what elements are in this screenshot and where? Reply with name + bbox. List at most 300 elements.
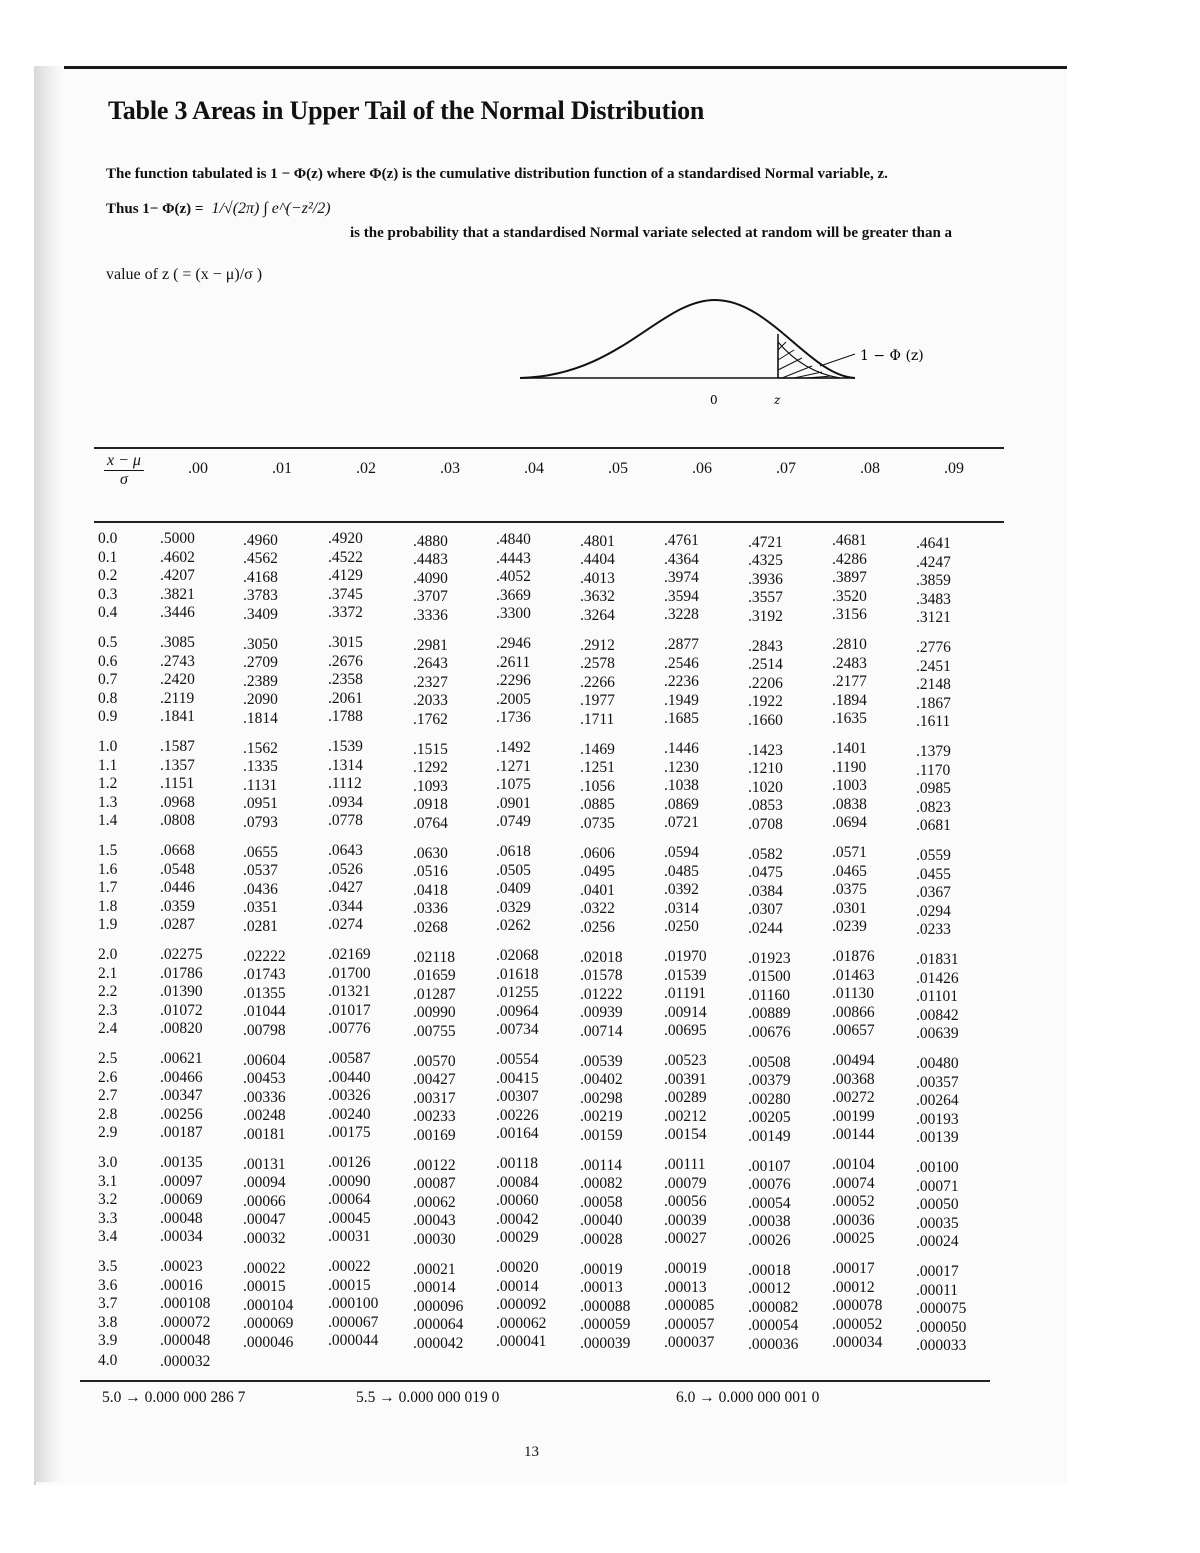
table-cell: .00193 <box>916 1110 959 1128</box>
z-value-group <box>98 738 117 831</box>
table-cell: .01463 <box>832 966 875 984</box>
table-cell: .3783 <box>243 587 278 604</box>
value-column-group <box>160 738 195 831</box>
table-cell: .00023 <box>160 1258 203 1275</box>
value-column-group <box>496 843 531 936</box>
table-cell: .0287 <box>160 916 195 933</box>
table-cell: .00317 <box>413 1089 456 1107</box>
table-cell: .01786 <box>160 964 203 982</box>
table-cell: .1469 <box>580 740 615 758</box>
table-cell: .00508 <box>748 1053 791 1071</box>
table-cell: .2148 <box>916 676 951 694</box>
table-cell: .00100 <box>916 1159 959 1177</box>
value-column-group <box>413 1157 456 1250</box>
table-cell: .4721 <box>748 533 783 551</box>
table-cell: .00043 <box>413 1212 456 1230</box>
table-cell: .00866 <box>832 1003 875 1021</box>
table-cell: .1003 <box>832 777 867 795</box>
table-cell: .00114 <box>580 1156 623 1174</box>
table-cell: .0294 <box>916 902 951 920</box>
table-cell: .4013 <box>580 569 615 587</box>
table-cell: .2776 <box>916 639 951 657</box>
binding-shadow <box>34 66 64 1482</box>
value-column-group <box>916 1159 959 1252</box>
table-cell: .01876 <box>832 948 875 966</box>
table-cell: .00368 <box>832 1070 875 1088</box>
tail-label: 1 − Φ (z) <box>860 348 924 364</box>
table-cell: .00030 <box>413 1230 456 1248</box>
tail-hatching <box>778 342 832 378</box>
table-cell: .2236 <box>664 673 699 691</box>
table-cell: .0918 <box>413 796 448 814</box>
table-cell: .2810 <box>832 636 867 654</box>
table-cell: .1922 <box>748 693 783 711</box>
value-column-group <box>243 1052 286 1145</box>
table-cell: .00523 <box>664 1052 707 1070</box>
table-cell: .00676 <box>748 1023 791 1041</box>
z-value: 2.6 <box>98 1068 118 1086</box>
table-cell: .0455 <box>916 865 951 883</box>
table-cell: .1562 <box>243 739 278 757</box>
table-cell: .3264 <box>580 606 615 624</box>
table-cell: .00212 <box>664 1107 707 1125</box>
value-column-group <box>916 951 959 1044</box>
table-cell: .2578 <box>580 655 615 673</box>
table-cell: .4801 <box>580 532 615 550</box>
z-header-denominator: σ <box>120 471 128 488</box>
table-cell: .01287 <box>413 985 456 1003</box>
value-column-group <box>496 635 531 728</box>
table-cell: .00889 <box>748 1005 791 1023</box>
table-cell: .00015 <box>328 1276 371 1294</box>
value-column-group <box>328 1050 371 1143</box>
table-cell: .00054 <box>748 1194 791 1212</box>
table-cell: .00914 <box>664 1003 707 1021</box>
table-cell: .00798 <box>243 1021 286 1039</box>
table-cell: .2389 <box>243 672 278 690</box>
table-cell: .01101 <box>916 988 959 1006</box>
value-column-group <box>832 1052 875 1145</box>
table-cell: .00034 <box>160 1228 203 1245</box>
table-cell: .4920 <box>328 530 363 547</box>
table-cell: .4880 <box>413 532 448 550</box>
value-column-group <box>413 845 448 938</box>
table-cell: .000108 <box>160 1295 211 1312</box>
value-column-group <box>748 638 783 731</box>
table-cell: .00052 <box>832 1193 875 1211</box>
table-cell: .4247 <box>916 553 951 571</box>
value-column-group <box>243 844 278 937</box>
value-of-z: value of z ( = (x − μ)/σ ) <box>106 266 263 283</box>
footnote-5-0: 5.0 → 0.000 000 286 7 <box>102 1389 246 1406</box>
value-column-group <box>832 1156 875 1249</box>
table-cell: .01222 <box>580 985 623 1003</box>
table-cell: .00587 <box>328 1050 371 1067</box>
table-cell: .00233 <box>413 1108 456 1126</box>
table-cell: .00570 <box>413 1052 456 1070</box>
table-cell: .0409 <box>496 880 531 898</box>
table-cell: .000054 <box>748 1317 799 1335</box>
z-value-group <box>98 1258 117 1351</box>
table-cell: .00272 <box>832 1089 875 1107</box>
formula-integral: 1/√(2π) ∫ e^(−z²/2) <box>211 200 331 217</box>
table-cell: .01426 <box>916 969 959 987</box>
table-cell: .3632 <box>580 588 615 606</box>
table-cell: .3085 <box>160 634 195 651</box>
table-cell: .000034 <box>832 1334 883 1352</box>
table-cell: .0322 <box>580 900 615 918</box>
table-cell: .01618 <box>496 965 539 983</box>
table-cell: .01355 <box>243 984 286 1002</box>
column-header: .07 <box>776 460 796 477</box>
table-cell: .00019 <box>664 1260 707 1278</box>
table-cell: .2005 <box>496 690 531 708</box>
table-cell: .00159 <box>580 1126 623 1144</box>
table-cell: .3156 <box>832 606 867 624</box>
z-value: 1.8 <box>98 897 118 915</box>
table-cell: .01578 <box>580 967 623 985</box>
table-cell: .2676 <box>328 652 363 670</box>
table-cell: .00087 <box>413 1175 456 1193</box>
value-column-group <box>748 742 783 835</box>
value-column-group <box>664 740 699 833</box>
table-cell: .00144 <box>832 1126 875 1144</box>
z-value: 0.0 <box>98 530 118 547</box>
table-cell: .4483 <box>413 551 448 569</box>
table-cell: .00060 <box>496 1192 539 1210</box>
table-cell: .4325 <box>748 552 783 570</box>
table-cell: .00040 <box>580 1212 623 1230</box>
table-cell: .1762 <box>413 710 448 728</box>
value-column-group <box>243 532 278 625</box>
page-number: 13 <box>524 1444 539 1460</box>
table-cell: .0764 <box>413 814 448 832</box>
table-cell: .2451 <box>916 657 951 675</box>
value-column-group <box>160 1050 203 1143</box>
table-cell: .01072 <box>160 1001 203 1019</box>
table-cell: .00084 <box>496 1173 539 1191</box>
table-cell: .02068 <box>496 947 539 965</box>
table-cell: .00964 <box>496 1002 539 1020</box>
table-cell: .0721 <box>664 814 699 832</box>
table-cell: .00035 <box>916 1214 959 1232</box>
table-cell: .00011 <box>916 1281 959 1299</box>
value-column-group <box>160 1258 210 1351</box>
z-value: 3.1 <box>98 1172 118 1190</box>
column-header: .02 <box>356 460 376 477</box>
table-cell: .00326 <box>328 1087 371 1104</box>
table-cell: .01539 <box>664 966 707 984</box>
table-cell: .2946 <box>496 635 531 653</box>
table-cell: .00256 <box>160 1105 203 1123</box>
table-cell: .0571 <box>832 844 867 862</box>
table-cell: .00029 <box>496 1229 539 1247</box>
value-column-group <box>496 531 531 624</box>
value-column-group <box>916 1263 966 1356</box>
column-header: .04 <box>524 460 544 477</box>
value-column-group <box>580 1157 623 1250</box>
table-cell: .02118 <box>413 948 456 966</box>
z-value: 0.5 <box>98 634 118 651</box>
value-column-group <box>328 530 363 623</box>
value-column-group <box>580 637 615 730</box>
table-cell: .0250 <box>664 918 699 936</box>
table-cell: .3228 <box>664 606 699 624</box>
value-column-group <box>243 1156 286 1249</box>
table-cell: .02275 <box>160 946 203 963</box>
table-cell: .01743 <box>243 966 286 983</box>
table-cell: .00022 <box>243 1259 286 1277</box>
table-cell: .000033 <box>916 1337 967 1355</box>
table-cell: .1492 <box>496 739 531 757</box>
z-value: 1.3 <box>98 793 118 811</box>
table-cell: .1335 <box>243 758 278 775</box>
table-cell: .0793 <box>243 813 278 831</box>
table-cell: .00039 <box>664 1211 707 1229</box>
table-cell: .3409 <box>243 605 278 623</box>
value-column-group <box>748 1262 798 1355</box>
table-cell: .00021 <box>413 1260 456 1278</box>
table-cell: .3669 <box>496 586 531 604</box>
table-cell: .0367 <box>916 884 951 902</box>
table-cell: .00111 <box>664 1156 706 1174</box>
z-value: 1.6 <box>98 860 118 878</box>
table-cell: .00066 <box>243 1192 286 1210</box>
table-cell: .00820 <box>160 1020 203 1037</box>
table-cell: .000046 <box>243 1333 294 1351</box>
table-cell: .01500 <box>748 968 791 986</box>
value-column-group <box>580 1053 623 1146</box>
table-cell: .00379 <box>748 1072 791 1090</box>
table-cell: .00139 <box>916 1129 959 1147</box>
table-cell: .1841 <box>160 708 195 725</box>
table-cell: .4960 <box>243 531 278 549</box>
z-value-group <box>98 1050 117 1143</box>
value-column-group <box>664 532 699 625</box>
table-cell: .00205 <box>748 1109 791 1127</box>
table-cell: .00226 <box>496 1106 539 1124</box>
table-cell: .4641 <box>916 535 951 553</box>
table-cell: .00175 <box>328 1124 371 1141</box>
value-column-group <box>664 1260 714 1353</box>
table-cell: .4052 <box>496 568 531 586</box>
table-cell: .0985 <box>916 780 951 798</box>
table-cell: .0314 <box>664 899 699 917</box>
table-cell: .00017 <box>832 1260 875 1278</box>
value-column-group <box>413 741 448 834</box>
table-cell: .000100 <box>328 1295 379 1312</box>
value-column-group <box>496 1259 546 1352</box>
table-cell: .1056 <box>580 777 615 795</box>
table-cell: .4562 <box>243 550 278 567</box>
table-cell: .00453 <box>243 1070 286 1087</box>
value-column-group <box>832 948 875 1041</box>
table-cell: .00149 <box>748 1127 791 1145</box>
value-column-group <box>328 738 363 831</box>
table-cell: .4129 <box>328 567 363 584</box>
table-cell: .00017 <box>916 1263 959 1281</box>
table-cell: .000037 <box>664 1334 715 1352</box>
value-column-group <box>832 636 867 729</box>
value-column-group <box>580 741 615 834</box>
table-cell: .1190 <box>832 758 867 776</box>
value-column-group <box>160 634 195 727</box>
value-column-group <box>832 1260 882 1353</box>
table-cell: .2981 <box>413 636 448 654</box>
table-cell: .01831 <box>916 951 959 969</box>
footnote-5-5: 5.5 → 0.000 000 019 0 <box>356 1389 500 1406</box>
table-cell: .00494 <box>832 1052 875 1070</box>
table-cell: .01044 <box>243 1003 286 1020</box>
value-column-group <box>243 740 278 833</box>
table-cell: .2912 <box>580 636 615 654</box>
table-cell: .00022 <box>328 1258 371 1275</box>
table-cell: .00391 <box>664 1070 707 1088</box>
table-cell: .00019 <box>580 1260 623 1278</box>
table-cell: .0582 <box>748 845 783 863</box>
table-cell: .00357 <box>916 1073 959 1091</box>
table-cell: .00776 <box>328 1020 371 1037</box>
table-cell: .00047 <box>243 1211 286 1228</box>
z-header-numerator: x − μ <box>104 452 144 471</box>
table-cell: .3050 <box>243 635 278 653</box>
table-cell: .0630 <box>413 844 448 862</box>
table-cell: .00154 <box>664 1126 707 1144</box>
value-column-group <box>580 1261 630 1354</box>
table-cell: .0274 <box>328 916 363 933</box>
table-cell: .00074 <box>832 1174 875 1192</box>
normal-curve-figure <box>510 290 950 415</box>
table-cell: .0526 <box>328 860 363 878</box>
table-cell: .00427 <box>413 1071 456 1089</box>
table-cell: .00013 <box>664 1278 707 1296</box>
table-cell: .00415 <box>496 1069 539 1087</box>
table-cell: .00307 <box>496 1088 539 1106</box>
table-cell: .00621 <box>160 1050 203 1067</box>
table-cell: .000041 <box>496 1333 547 1351</box>
table-cell: .00016 <box>160 1276 203 1294</box>
z-value: 2.4 <box>98 1020 118 1037</box>
value-column-group <box>328 946 371 1039</box>
table-cell: .0359 <box>160 897 195 915</box>
value-column-group <box>496 739 531 832</box>
table-cell: .00554 <box>496 1051 539 1069</box>
table-cell: .000052 <box>832 1315 883 1333</box>
table-cell: .00169 <box>413 1126 456 1144</box>
table-cell: .3015 <box>328 634 363 651</box>
z-value: 3.5 <box>98 1258 118 1275</box>
table-cell: .4090 <box>413 569 448 587</box>
table-cell: .0307 <box>748 901 783 919</box>
table-cell: .00695 <box>664 1022 707 1040</box>
z-value: 0.3 <box>98 585 118 603</box>
table-cell: .02169 <box>328 946 371 963</box>
table-cell: .4602 <box>160 548 195 566</box>
table-cell: .00014 <box>496 1277 539 1295</box>
table-cell: .1314 <box>328 756 363 774</box>
table-cell: .00020 <box>496 1259 539 1277</box>
table-cell: .1867 <box>916 694 951 712</box>
table-cell: .3859 <box>916 572 951 590</box>
z-value: 3.0 <box>98 1154 118 1171</box>
table-cell: .1075 <box>496 776 531 794</box>
intro-text: The function tabulated is 1 − Φ(z) where Φ(z) is the cumulative distribution function of a standardised Normal variable, z. <box>106 166 888 182</box>
table-cell: .3745 <box>328 585 363 603</box>
table-cell: .1379 <box>916 743 951 761</box>
value-column-group <box>664 636 699 729</box>
value-column-group <box>748 1054 791 1147</box>
z-value: 3.7 <box>98 1295 118 1312</box>
table-cell: .3974 <box>664 569 699 587</box>
table-cell: .00939 <box>580 1004 623 1022</box>
table-cell: .00015 <box>243 1278 286 1295</box>
value-column-group <box>832 532 867 625</box>
z-value: 1.2 <box>98 775 118 792</box>
table-cell: .0239 <box>832 918 867 936</box>
table-cell: .00018 <box>748 1261 791 1279</box>
table-cell: .0336 <box>413 900 448 918</box>
table-cell: .01659 <box>413 967 456 985</box>
table-cell: .1660 <box>748 711 783 729</box>
table-cell: .00466 <box>160 1068 203 1086</box>
table-cell: .1894 <box>832 691 867 709</box>
table-cell: .00031 <box>328 1228 371 1245</box>
table-cell: .1020 <box>748 778 783 796</box>
table-cell: .0436 <box>243 880 278 898</box>
value-column-group <box>243 636 278 729</box>
table-cell: .00028 <box>580 1230 623 1248</box>
table-cell: .0281 <box>243 917 278 935</box>
table-cell: .2327 <box>413 673 448 691</box>
column-header: .05 <box>608 460 628 477</box>
table-cell: .0618 <box>496 843 531 861</box>
table-cell: .00069 <box>160 1191 203 1208</box>
table-cell: .4364 <box>664 550 699 568</box>
table-cell: .0256 <box>580 918 615 936</box>
table-cell: .01970 <box>664 948 707 966</box>
zero-label: 0 <box>710 393 718 407</box>
table-cell: .000088 <box>580 1297 631 1315</box>
table-cell: .0853 <box>748 797 783 815</box>
table-bottom-rule <box>80 1380 990 1382</box>
table-cell: .0446 <box>160 879 195 896</box>
value-column-group <box>496 1155 539 1248</box>
table-cell: .0375 <box>832 881 867 899</box>
table-cell: .00240 <box>328 1105 371 1123</box>
z-value: 0.4 <box>98 604 118 621</box>
z-value: 2.1 <box>98 964 118 982</box>
table-cell: .00639 <box>916 1025 959 1043</box>
table-cell: .1401 <box>832 740 867 758</box>
table-cell: .00036 <box>832 1211 875 1229</box>
page-title: Table 3 Areas in Upper Tail of the Normal Distribution <box>108 96 705 125</box>
value-column-group <box>916 535 951 628</box>
table-cell: .00042 <box>496 1210 539 1228</box>
table-cell: .1539 <box>328 738 363 755</box>
column-header: .00 <box>188 460 208 477</box>
table-cell: .3897 <box>832 569 867 587</box>
z-value: 0.7 <box>98 671 118 688</box>
table-cell: .1736 <box>496 709 531 727</box>
z-value: 0.6 <box>98 652 118 670</box>
value-column-group <box>580 845 615 938</box>
table-cell: .000048 <box>160 1332 211 1349</box>
value-column-group <box>496 1051 539 1144</box>
value-column-group <box>832 844 867 937</box>
table-cell: .000039 <box>580 1334 631 1352</box>
value-column-group <box>580 949 623 1042</box>
table-cell: .0548 <box>160 860 195 878</box>
